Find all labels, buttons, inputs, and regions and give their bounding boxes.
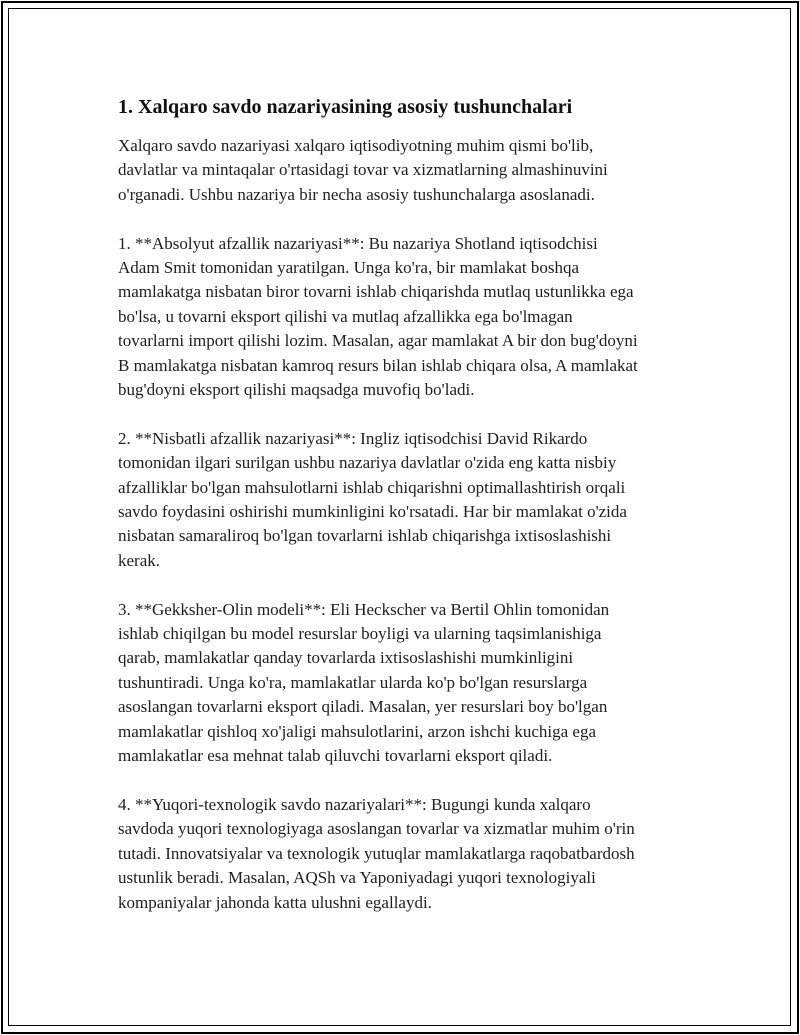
text-line: savdo foydasini oshirishi mumkinligini ko'rsatadi. Har bir mamlakat o'zida — [118, 502, 627, 522]
text-line: davlatlar va mintaqalar o'rtasidagi tovar va xizmatlarning almashinuvini — [118, 160, 608, 180]
text-line: 2. **Nisbatli afzallik nazariyasi**: Ingliz iqtisodchisi David Rikardo — [118, 428, 588, 448]
text-line: ishlab chiqilgan bu model resurslar boyligi va ularning taqsimlanishiga — [118, 624, 602, 644]
text-line: 4. **Yuqori-texnologik savdo nazariyalari**: Bugungi kunda xalqaro — [118, 794, 591, 814]
paragraph-comparative-advantage — [118, 427, 758, 573]
text-line: B mamlakatga nisbatan kamroq resurs bilan ishlab chiqara olsa, A mamlakat — [118, 355, 638, 375]
text-line: asoslangan tovarlarni eksport qiladi. Masalan, yer resurslari boy bo'lgan — [118, 697, 608, 717]
text-line: kerak. — [118, 550, 161, 570]
text-line: mamlakatga nisbatan biror tovarni ishlab chiqarishda mutlaq ustunlikka ega — [118, 282, 634, 302]
text-line: o'rganadi. Ushbu nazariya bir necha asosiy tushunchalarga asoslanadi. — [118, 184, 595, 204]
text-line: kompaniyalar jahonda katta ulushni egallaydi. — [118, 892, 432, 912]
text-line: mamlakatlar qishloq xo'jaligi mahsulotlarini, arzon ishchi kuchiga ega — [118, 721, 596, 741]
text-line: ustunlik beradi. Masalan, AQSh va Yaponiyadagi yuqori texnologiyali — [118, 868, 596, 888]
text-line: tomonidan ilgari surilgan ushbu nazariya davlatlar o'zida eng katta nisbiy — [118, 453, 617, 473]
text-line: savdoda yuqori texnologiyaga asoslangan tovarlar va xizmatlar muhim o'rin — [118, 819, 635, 839]
text-line: tovarlarni import qilishi lozim. Masalan, agar mamlakat A bir don bug'doyni — [118, 331, 638, 351]
text-line: bug'doyni eksport qilishi maqsadga muvofiq bo'ladi. — [118, 380, 475, 400]
document-title: 1. Xalqaro savdo nazariyasining asosiy tushunchalari — [118, 96, 573, 118]
text-line: nisbatan samaraliroq bo'lgan tovarlarni ishlab chiqarishga ixtisoslashishi — [118, 526, 612, 546]
text-line: tutadi. Innovatsiyalar va texnologik yutuqlar mamlakatlarga raqobatbardosh — [118, 843, 635, 863]
paragraph-list — [118, 134, 758, 915]
document-body — [118, 93, 758, 939]
paragraph-intro — [118, 134, 758, 207]
text-line: bo'lsa, u tovarni eksport qilishi va mutlaq afzallikka ega bo'lmagan — [118, 306, 573, 326]
text-line: Xalqaro savdo nazariyasi xalqaro iqtisodiyotning muhim qismi bo'lib, — [118, 136, 594, 155]
text-line: Adam Smit tomonidan yaratilgan. Unga ko'ra, bir mamlakat boshqa — [118, 258, 580, 278]
text-line: tushuntiradi. Unga ko'ra, mamlakatlar ularda ko'p bo'lgan resurslarga — [118, 672, 588, 692]
text-line: qarab, mamlakatlar qanday tovarlarda ixtisoslashishi mumkinligini — [118, 648, 574, 668]
text-line: 3. **Gekksher-Olin modeli**: Eli Heckscher va Bertil Ohlin tomonidan — [118, 599, 610, 619]
paragraph-high-tech-trade — [118, 793, 758, 915]
text-line: 1. **Absolyut afzallik nazariyasi**: Bu nazariya Shotland iqtisodchisi — [118, 233, 598, 253]
paragraph-absolute-advantage — [118, 232, 758, 403]
text-line: afzalliklar bo'lgan mahsulotlarni ishlab chiqarishni optimallashtirish orqali — [118, 477, 626, 497]
text-line: mamlakatlar esa mehnat talab qiluvchi tovarlarni eksport qiladi. — [118, 746, 553, 766]
paragraph-heckscher-ohlin — [118, 598, 758, 769]
